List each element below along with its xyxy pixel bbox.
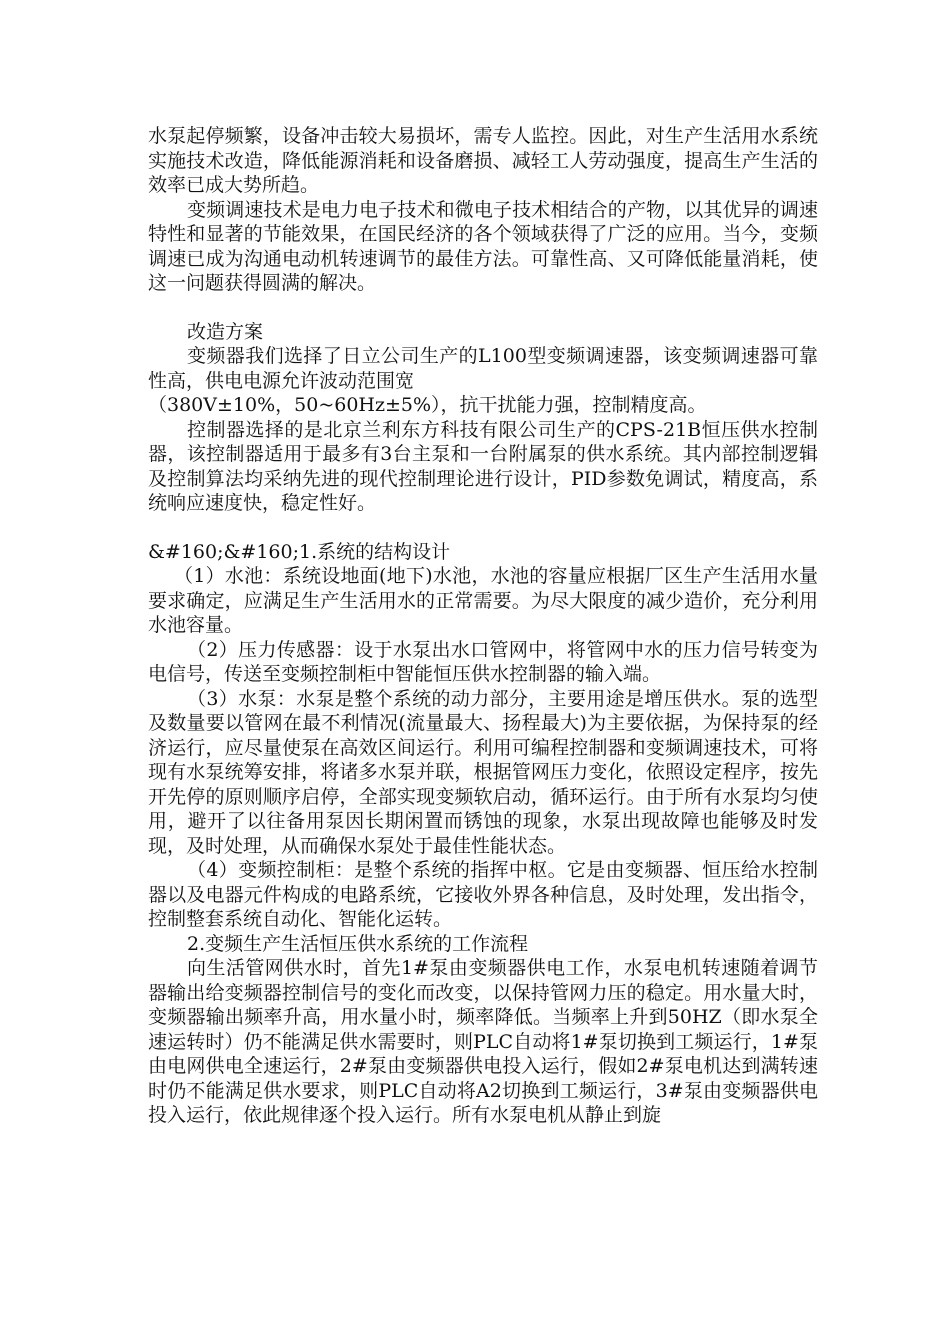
section2-heading: 2.变频生产生活恒压供水系统的工作流程 xyxy=(187,932,529,955)
plan-paragraph-1: 变频器我们选择了日立公司生产的L100型变频调速器，该变频调速器可靠性高，供电电源允许波动范围宽 xyxy=(148,345,818,392)
section1-item-3: （3）水泵：水泵是整个系统的动力部分，主要用途是增压供水。泵的选型及数量要以管网在最不利情况(流量最大、扬程最大)为主要依据，为保持泵的经济运行，应尽量使泵在高效区间运行。利用可编程控制器和变频调速技术，可将现有水泵统筹安排，将诸多水泵并联，根据管网压力变化，依照设定程序，按先开先停的原则顺序启停，全部实现变频软启动，循环运行。由于所有水泵均匀使用，避开了以往备用泵因长期闲置而锈蚀的现象，水泵出现故障也能够及时发现，及时处理，从而确保水泵处于最佳性能状态。 xyxy=(148,687,818,857)
document-page xyxy=(148,124,818,1128)
intro-paragraph-2: 变频调速技术是电力电子技术和微电子技术相结合的产物，以其优异的调速特性和显著的节能效果，在国民经济的各个领域获得了广泛的应用。当今，变频调速已成为沟通电动机转速调节的最佳方法。可靠性高、又可降低能量消耗，使这一问题获得圆满的解决。 xyxy=(148,198,818,294)
section1-item-2: （2）压力传感器：设于水泵出水口管网中，将管网中水的压力信号转变为电信号，传送至变频控制柜中智能恒压供水控制器的输入端。 xyxy=(148,638,818,685)
section1-item-1: （1）水池：系统设地面(地下)水池，水池的容量应根据厂区生产生活用水量要求确定，应满足生产生活用水的正常需要。为尽大限度的减少造价，充分利用水池容量。 xyxy=(148,565,818,636)
section1-heading: &#160;&#160;1.系统的结构设计 xyxy=(148,540,451,563)
spacer xyxy=(148,516,818,540)
intro-paragraph-1: 水泵起停频繁，设备冲击较大易损坏，需专人监控。因此，对生产生活用水系统实施技术改造，降低能源消耗和设备磨损、减轻工人劳动强度，提高生产生活的效率已成大势所趋。 xyxy=(148,125,818,196)
plan-paragraph-3: 控制器选择的是北京兰利东方科技有限公司生产的CPS-21B恒压供水控制器，该控制器适用于最多有3台主泵和一台附属泵的供水系统。其内部控制逻辑及控制算法均采纳先进的现代控制理论进行设计，PID参数免调试，精度高，系统响应速度快，稳定性好。 xyxy=(148,418,818,514)
plan-paragraph-2: （380V±10%，50~60Hz±5%），抗干扰能力强，控制精度高。 xyxy=(148,394,707,416)
plan-heading: 改造方案 xyxy=(187,320,264,343)
section2-paragraph: 向生活管网供水时，首先1#泵由变频器供电工作，水泵电机转速随着调节器输出给变频器控制信号的变化而改变，以保持管网力压的稳定。用水量大时，变频器输出频率升高，用水量小时，频率降低。当频率上升到50HZ（即水泵全速运转时）仍不能满足供水需要时，则PLC自动将1#泵切换到工频运行，1#泵由电网供电全速运行，2#泵由变频器供电投入运行，假如2#泵电机达到满转速时仍不能满足供水要求，则PLC自动将A2切换到工频运行，3#泵由变频器供电投入运行，依此规律逐个投入运行。所有水泵电机从静止到旋 xyxy=(148,957,818,1126)
spacer xyxy=(148,296,818,320)
section1-item-4: （4）变频控制柜：是整个系统的指挥中枢。它是由变频器、恒压给水控制器以及电器元件构成的电路系统，它接收外界各种信息，及时处理，发出指令，控制整套系统自动化、智能化运转。 xyxy=(148,859,818,930)
